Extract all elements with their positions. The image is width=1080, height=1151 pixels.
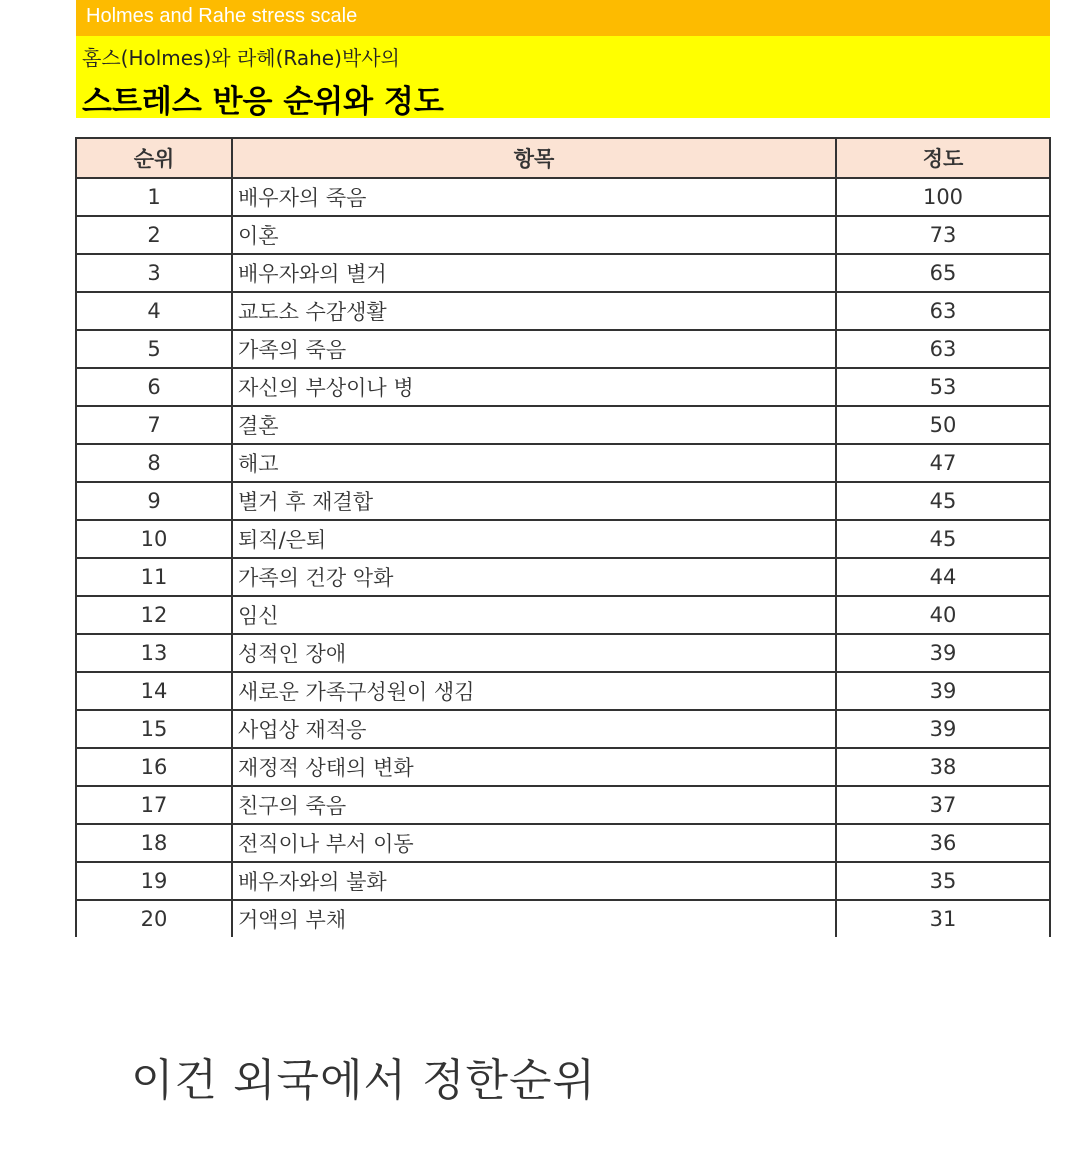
table-row [76,862,1050,900]
column-header-score: 정도 [836,138,1050,178]
rank-cell: 7 [76,406,232,444]
table-row [76,254,1050,292]
table-row [76,292,1050,330]
score-cell: 50 [836,406,1050,444]
table-row [76,900,1050,937]
rank-cell: 13 [76,634,232,672]
screenshot-crop-edge [70,973,1060,993]
score-cell: 47 [836,444,1050,482]
score-cell: 40 [836,596,1050,634]
caption-text: 이건 외국에서 정한순위 [131,1055,597,1106]
table-row [76,330,1050,368]
rank-cell: 2 [76,216,232,254]
column-header-item: 항목 [232,138,836,178]
table-header-row [76,138,1050,178]
item-cell: 친구의 죽음 [232,786,836,824]
rank-cell: 8 [76,444,232,482]
item-cell: 임신 [232,596,836,634]
rank-cell: 14 [76,672,232,710]
item-cell: 배우자와의 별거 [232,254,836,292]
item-cell: 별거 후 재결합 [232,482,836,520]
score-cell: 73 [836,216,1050,254]
rank-cell: 19 [76,862,232,900]
rank-cell: 20 [76,900,232,937]
english-title-bar [76,0,1050,36]
column-header-rank: 순위 [76,138,232,178]
item-cell: 해고 [232,444,836,482]
score-cell: 44 [836,558,1050,596]
score-cell: 35 [836,862,1050,900]
item-cell: 거액의 부채 [232,900,836,937]
score-cell: 63 [836,330,1050,368]
score-cell: 39 [836,634,1050,672]
table-row [76,786,1050,824]
english-title: Holmes and Rahe stress scale [86,5,358,27]
table-row [76,178,1050,216]
stress-scale-table [75,137,1051,937]
table-row [76,596,1050,634]
rank-cell: 4 [76,292,232,330]
score-cell: 37 [836,786,1050,824]
item-cell: 성적인 장애 [232,634,836,672]
table-row [76,368,1050,406]
table-row [76,710,1050,748]
table-row [76,748,1050,786]
rank-cell: 11 [76,558,232,596]
rank-cell: 5 [76,330,232,368]
rank-cell: 12 [76,596,232,634]
rank-cell: 18 [76,824,232,862]
score-cell: 45 [836,482,1050,520]
table-row [76,634,1050,672]
score-cell: 31 [836,900,1050,937]
rank-cell: 9 [76,482,232,520]
item-cell: 자신의 부상이나 병 [232,368,836,406]
rank-cell: 17 [76,786,232,824]
score-cell: 45 [836,520,1050,558]
score-cell: 39 [836,710,1050,748]
table-row [76,216,1050,254]
rank-cell: 3 [76,254,232,292]
score-cell: 100 [836,178,1050,216]
item-cell: 전직이나 부서 이동 [232,824,836,862]
item-cell: 배우자의 죽음 [232,178,836,216]
item-cell: 가족의 건강 악화 [232,558,836,596]
score-cell: 63 [836,292,1050,330]
score-cell: 65 [836,254,1050,292]
rank-cell: 1 [76,178,232,216]
item-cell: 이혼 [232,216,836,254]
score-cell: 38 [836,748,1050,786]
title-box [76,36,1050,118]
score-cell: 53 [836,368,1050,406]
item-cell: 퇴직/은퇴 [232,520,836,558]
table-row [76,558,1050,596]
item-cell: 결혼 [232,406,836,444]
item-cell: 교도소 수감생활 [232,292,836,330]
table-body [76,178,1050,937]
table-row [76,824,1050,862]
item-cell: 가족의 죽음 [232,330,836,368]
table-row [76,444,1050,482]
score-cell: 36 [836,824,1050,862]
page-title: 스트레스 반응 순위와 정도 [82,84,444,120]
score-cell: 39 [836,672,1050,710]
item-cell: 사업상 재적응 [232,710,836,748]
table-row [76,406,1050,444]
table-row [76,672,1050,710]
table-row [76,482,1050,520]
item-cell: 배우자와의 불화 [232,862,836,900]
table-row [76,520,1050,558]
subtitle: 홈스(Holmes)와 라헤(Rahe)박사의 [82,46,400,70]
rank-cell: 6 [76,368,232,406]
item-cell: 재정적 상태의 변화 [232,748,836,786]
rank-cell: 16 [76,748,232,786]
rank-cell: 15 [76,710,232,748]
item-cell: 새로운 가족구성원이 생김 [232,672,836,710]
rank-cell: 10 [76,520,232,558]
